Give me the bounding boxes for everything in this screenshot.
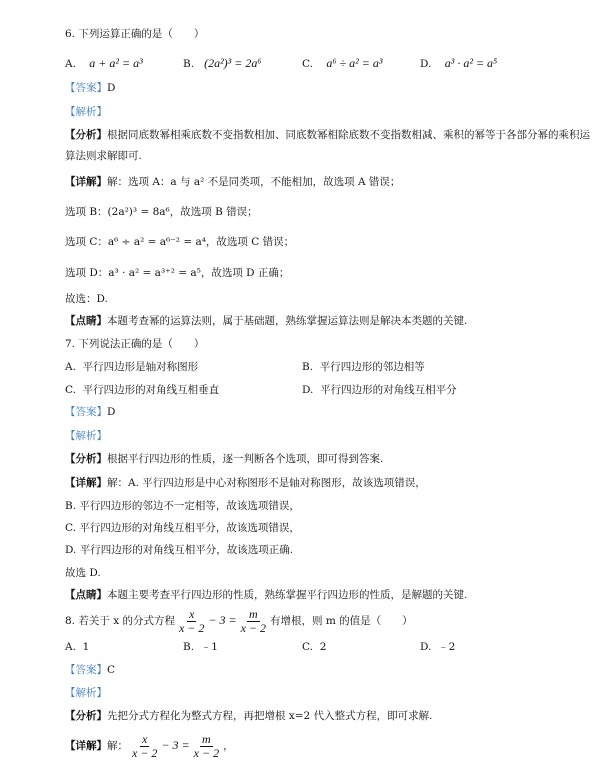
q8-fraction-right: $\frac{m}{x - 2}$ [240,606,267,635]
q8-option-d: D. ﹣2 [420,641,456,653]
q6-option-c-label: C. [302,58,313,70]
q8-fenxi: 【分析】先把分式方程化为整式方程，再把增根 x=2 代入整式方程，即可求解. [65,710,433,722]
q8-answer: 【答案】C [65,664,116,676]
q6-xiangjie-d: 选项 D：a³ · a² = a³⁺² = a⁵，故选项 D 正确； [65,267,290,279]
q7-option-d: D. 平行四边形的对角线互相平分 [302,384,457,396]
q7-xiangjie-a: 【详解】解：A. 平行四边形是中心对称图形不是轴对称图形，故该选项错误， [65,477,426,489]
q6-option-b-math: (2a²)³ = 2a⁶ [204,56,262,70]
q6-option-d [420,56,497,71]
q6-option-a [65,56,143,71]
q6-fenxi: 【分析】根据同底数幂相乘底数不变指数相加、同底数幂相除底数不变指数相减、乘积的幂等于各部分幂的乘积运 [65,129,590,141]
q8-xiangjie: 【详解】解： $\frac{x}{x - 2}$ − 3 = $\frac{m}{x - 2}$ ， [65,731,234,760]
q6-answer: 【答案】D [65,82,116,94]
q7-answer: 【答案】D [65,406,116,418]
q8-option-c: C. 2 [302,641,327,653]
q7-stem: 7. 下列说法正确的是（ ） [65,338,205,350]
q7-option-b: B. 平行四边形的邻边相等 [302,361,425,373]
q6-conclusion: 故选：D. [65,293,108,305]
q7-option-a: A. 平行四边形是轴对称图形 [65,361,199,373]
q6-option-c-math: a⁶ ÷ a² = a³ [326,56,383,70]
q7-xiangjie-c: C. 平行四边形的对角线互相平分，故该选项错误， [65,522,300,534]
q8-option-a: A. 1 [65,641,90,653]
q6-option-b [183,56,262,71]
q7-analysis-tag: 【解析】 [65,430,107,442]
q7-xiangjie-b: B. 平行四边形的邻边不一定相等，故该选项错误， [65,500,300,512]
q7-conclusion: 故选 D. [65,567,101,579]
q7-option-c: C. 平行四边形的对角线互相垂直 [65,384,220,396]
q6-option-a-math: a + a² = a³ [89,56,143,70]
q7-xiangjie-d: D. 平行四边形的对角线互相平分，故该选项正确. [65,544,294,556]
q7-dianjing: 【点睛】本题主要考查平行四边形的性质，熟练掌握平行四边形的性质，是解题的关键. [65,589,468,601]
q6-options [0,56,602,72]
q6-fenxi-cont: 算法则求解即可. [65,150,142,162]
q8-option-b: B. ﹣1 [183,641,218,653]
q8-analysis-tag: 【解析】 [65,687,107,699]
q6-option-b-label: B. [183,58,195,70]
q6-stem: 6. 下列运算正确的是（ ） [65,28,205,40]
q8-fraction-left: $\frac{x}{x - 2}$ [178,606,205,635]
q7-fenxi: 【分析】根据平行四边形的性质，逐一判断各个选项，即可得到答案. [65,453,384,465]
q6-option-d-label: D. [420,58,432,70]
q8-xj-fraction-left: $\frac{x}{x - 2}$ [132,731,158,760]
q6-option-c [302,56,382,71]
q8-xj-fraction-right: $\frac{m}{x - 2}$ [193,731,220,760]
q6-xiangjie-c: 选项 C：a⁶ ÷ a² = a⁶⁻² = a⁴，故选项 C 错误； [65,236,295,248]
q6-option-d-math: a³ · a² = a⁵ [444,56,498,70]
q6-analysis-tag: 【解析】 [65,106,107,118]
q6-xiangjie-a: 【详解】解：选项 A：a 与 a² 不是同类项，不能相加，故选项 A 错误； [65,176,401,188]
q6-dianjing: 【点睛】本题考查幂的运算法则，属于基础题，熟练掌握运算法则是解决本类题的关键. [65,315,468,327]
q6-option-a-label: A. [65,58,76,70]
q8-stem: 8. 若关于 x 的分式方程 $\frac{x}{x - 2}$ − 3 = $\frac{m}{x - 2}$ 有增根，则 m 的值是（ ） [65,606,413,635]
q6-xiangjie-b: 选项 B：(2a²)³ = 8a⁶，故选项 B 错误； [65,206,258,218]
